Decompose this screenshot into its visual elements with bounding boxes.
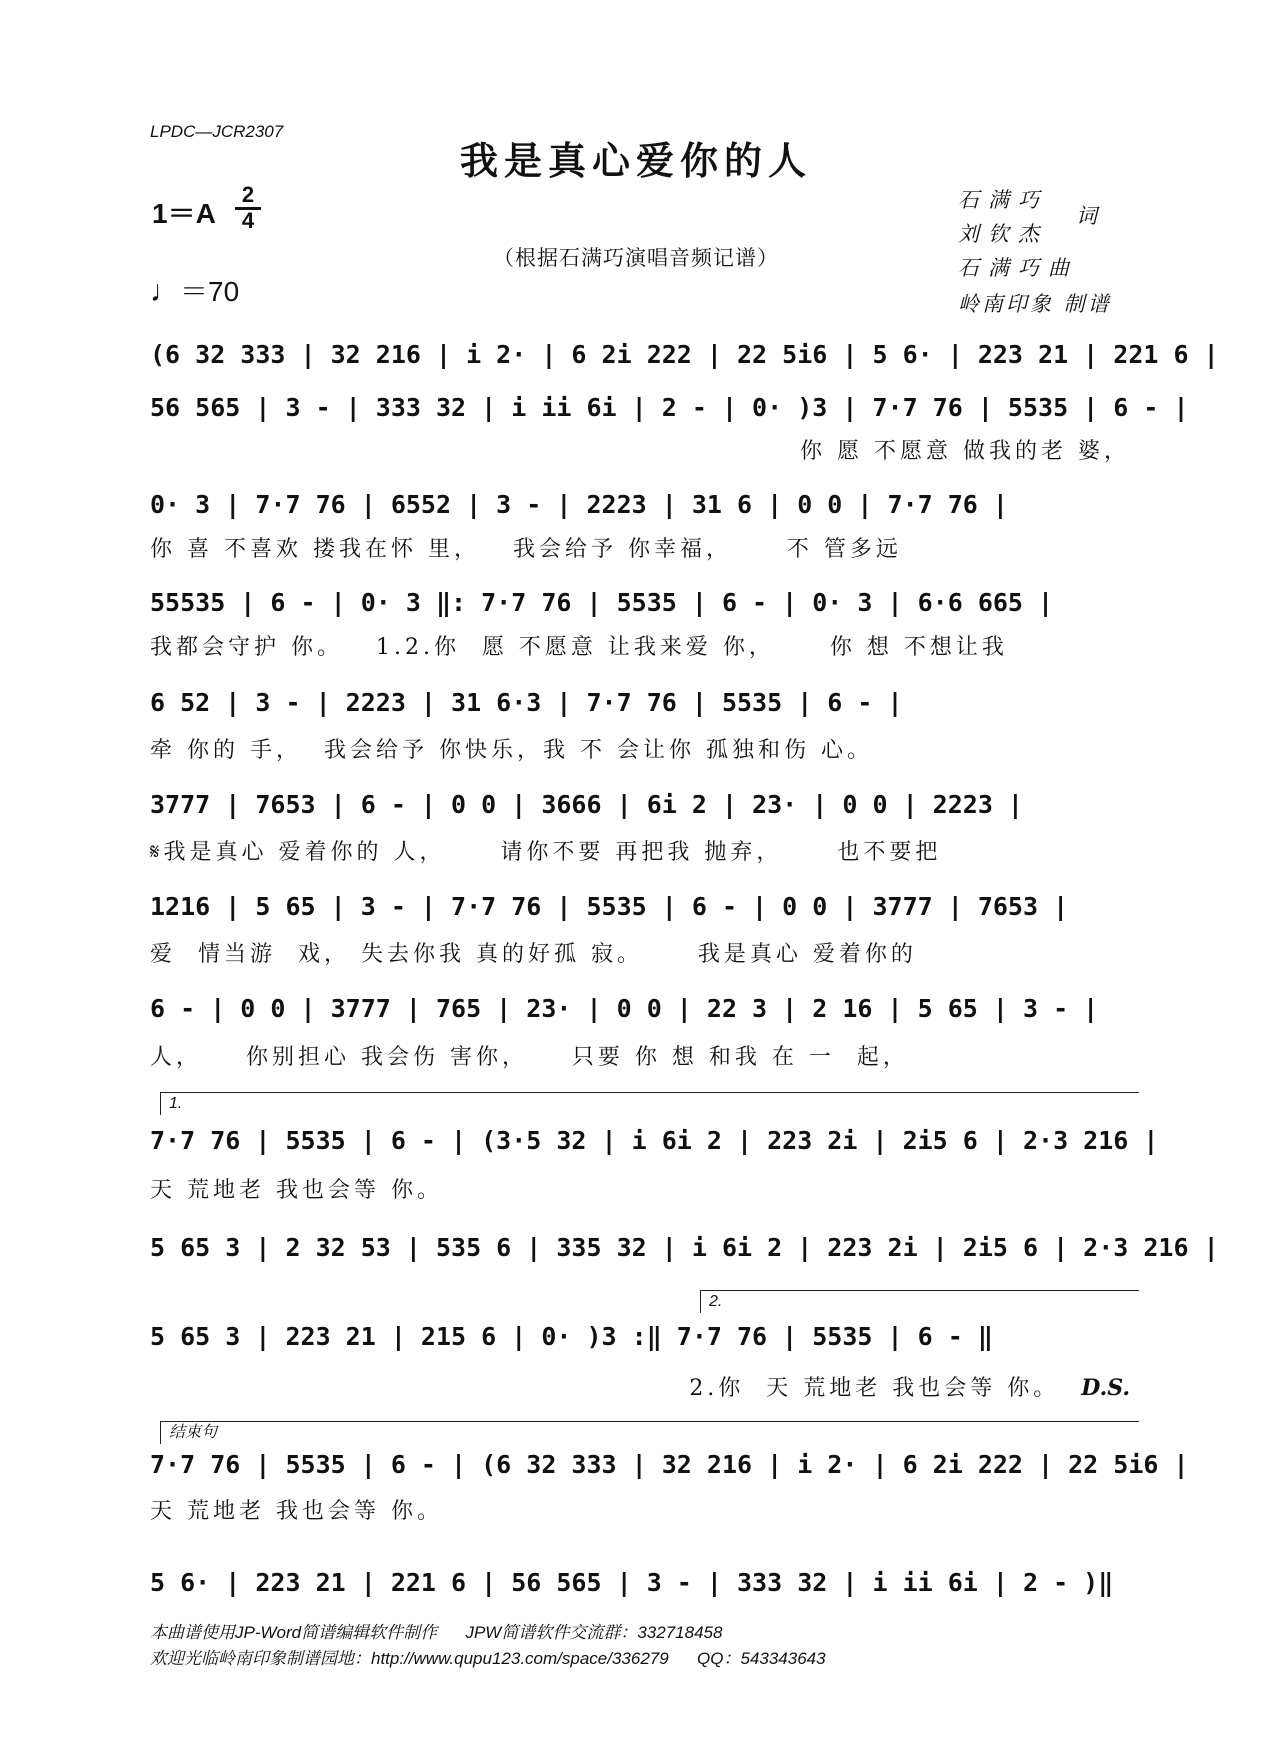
lyricist-tag: 词 [1076,204,1106,228]
lyric-line: 爱 情当游 戏， 失去你我 真的好孤 寂。 我是真心 爱着你的 [150,942,917,967]
lyric-line: 天 荒地老 我也会等 你。 [150,1178,443,1203]
meter-top: 2 [235,184,261,210]
lyric-line: 你 愿 不愿意 做我的老 婆， [800,439,1130,464]
dal-segno-mark: D.S. [1081,1375,1130,1401]
lyric-line: 牵 你的 手， 我会给予 你快乐，我 不 会让你 孤独和伤 心。 [150,738,873,763]
key-signature: 1＝A [152,198,216,229]
staff-line: 3777 | 7653 | 6 - | 0 0 | 3666 | 6i 2 | 23· | 0 0 | 2223 | [150,790,1023,819]
lyric-line: 你 喜 不喜欢 搂我在怀 里， 我会给予 你幸福， 不 管多远 [150,537,902,562]
staff-line: (6 32 333 | 32 216 | i 2· | 6 2i 222 | 22 5i6 | 5 6· | 223 21 | 221 6 | [150,340,1219,369]
staff-line: 7·7 76 | 5535 | 6 - | (6 32 333 | 32 216 | i 2· | 6 2i 222 | 22 5i6 | [150,1450,1189,1479]
lyric-text: 2.你 天 荒地老 我也会等 你。 [689,1376,1060,1401]
lyric-line [150,1373,1130,1404]
staff-line: 0· 3 | 7·7 76 | 6552 | 3 - | 2223 | 31 6 | 0 0 | 7·7 76 | [150,490,1008,519]
tempo-marking [150,270,239,310]
staff-line: 7·7 76 | 5535 | 6 - | (3·5 32 | i 6i 2 | 223 2i | 2i5 6 | 2·3 216 | [150,1126,1159,1155]
lyric-line: 𝄋我是真心 爱着你的 人， 请你不要 再把我 抛弃， 也不要把 [150,840,942,865]
footer-software-note: 本曲谱使用JP-Word简谱编辑软件制作 JPW简谱软件交流群：332718458 [150,1623,723,1642]
lyric-line: 天 荒地老 我也会等 你。 [150,1499,443,1524]
score-code: LPDC—JCR2307 [150,122,284,141]
composer: 石满巧曲 [958,256,1078,280]
tempo-value: ＝70 [180,276,240,307]
staff-line: 6 - | 0 0 | 3777 | 765 | 23· | 0 0 | 22 3 | 2 16 | 5 65 | 3 - | [150,994,1099,1023]
song-title: 我是真心爱你的人 [459,138,812,183]
lyricist-2: 刘钦杰 [958,222,1048,246]
staff-line: 6 52 | 3 - | 2223 | 31 6·3 | 7·7 76 | 5535 | 6 - | [150,688,903,717]
staff-line: 5 65 3 | 2 32 53 | 535 6 | 335 32 | i 6i 2 | 223 2i | 2i5 6 | 2·3 216 | [150,1233,1219,1262]
footer-website-note: 欢迎光临岭南印象制谱园地：http://www.qupu123.com/space/336279 QQ：543343643 [150,1649,826,1668]
time-signature [235,184,261,232]
volta-second: 2. [700,1290,1139,1313]
lyricist-1: 石满巧 [958,188,1048,212]
lyric-line: 我都会守护 你。 1.2.你 愿 不愿意 让我来爱 你， 你 想 不想让我 [150,635,1008,660]
source-note: （根据石满巧演唱音频记谱） [493,246,779,270]
volta-ending: 结束句 [160,1421,1139,1444]
staff-line: 56 565 | 3 - | 333 32 | i ii 6i | 2 - | 0· )3 | 7·7 76 | 5535 | 6 - | [150,393,1189,422]
staff-line: 5 6· | 223 21 | 221 6 | 56 565 | 3 - | 333 32 | i ii 6i | 2 - )‖ [150,1568,1114,1597]
lyric-line: 人， 你别担心 我会伤 害你， 只要 你 想 和我 在 一 起， [150,1045,909,1070]
meter-bottom: 4 [241,208,255,233]
engraver: 岭南印象 制谱 [958,292,1112,316]
staff-line: 55535 | 6 - | 0· 3 ‖: 7·7 76 | 5535 | 6 - | 0· 3 | 6·6 665 | [150,588,1054,617]
quarter-note-icon: ♩ [150,275,180,308]
staff-line: 1216 | 5 65 | 3 - | 7·7 76 | 5535 | 6 - | 0 0 | 3777 | 7653 | [150,892,1069,921]
staff-line: 5 65 3 | 223 21 | 215 6 | 0· )3 :‖ 7·7 76 | 5535 | 6 - ‖ [150,1322,993,1351]
volta-first: 1. [160,1092,1139,1115]
